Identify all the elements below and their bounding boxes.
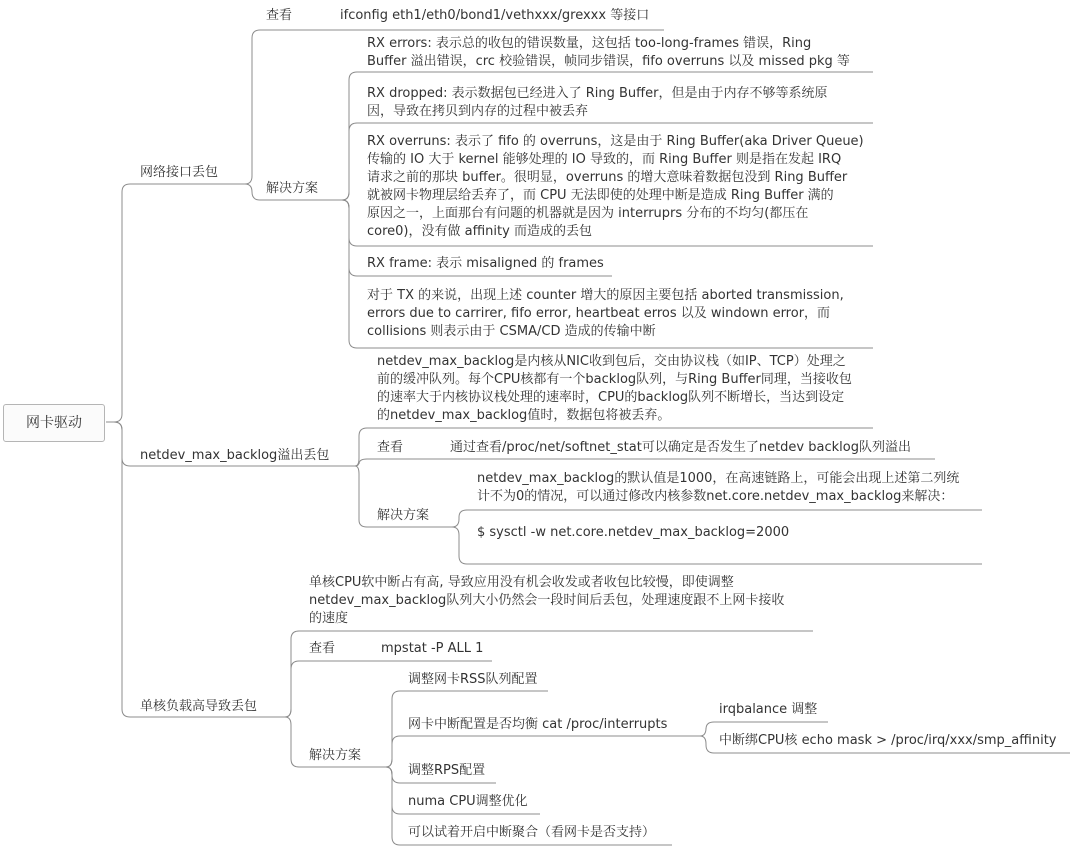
b3-interrupt-coalescing[interactable]: 可以试着开启中断聚合（看网卡是否支持） bbox=[408, 825, 656, 840]
b1-rx-errors[interactable]: RX errors: 表示总的收包的错误数量，这包括 too-long-frames 错误，Ring Buffer 溢出错误，crc 校验错误，帧同步错误，fifo overruns 以及 missed pkg 等 bbox=[367, 36, 850, 69]
branch-backlog-overflow[interactable]: netdev_max_backlog溢出丢包 bbox=[140, 448, 330, 463]
link-b2-check bbox=[355, 459, 935, 466]
b1-check-label[interactable]: 查看 bbox=[266, 8, 293, 23]
link-root-branch1 bbox=[106, 184, 245, 422]
b3-irq-balance-check[interactable]: 网卡中断配置是否均衡 cat /proc/interrupts bbox=[408, 717, 668, 732]
branch-network-interface-loss[interactable]: 网络接口丢包 bbox=[140, 165, 219, 180]
b3-rps-config[interactable]: 调整RPS配置 bbox=[408, 763, 486, 778]
b1-solution-label[interactable]: 解决方案 bbox=[266, 181, 319, 196]
b3-irqbalance[interactable]: irqbalance 调整 bbox=[719, 702, 818, 717]
b1-check-content[interactable]: ifconfig eth1/eth0/bond1/vethxxx/grexxx 等接口 bbox=[340, 8, 650, 23]
b3-note[interactable]: 单核CPU软中断占有高, 导致应用没有机会收发或者收包比较慢，即使调整 netdev_max_backlog队列大小仍然会一段时间后丢包，处理速度跟不上网卡接收 的速度 bbox=[309, 575, 785, 626]
b2-solution-label[interactable]: 解决方案 bbox=[377, 508, 430, 523]
b3-numa-tuning[interactable]: numa CPU调整优化 bbox=[408, 794, 528, 809]
b1-rx-overruns[interactable]: RX overruns: 表示了 fifo 的 overruns，这是由于 Ring Buffer(aka Driver Queue) 传输的 IO 大于 kernel 能够处理的 IO 导致的，而 Ring Buffer 则是指在发起 IRQ 请求之前的那块 buffer。很明显，overruns 的增大意味着数据包没到 Ring Buffer 就被网卡物理层给丢弃了，而 CPU 无法即使的处理中断是造成 Ring Buffer 满的 原因之一，上面那台有问题的机器就是因为 interruprs 分布的不均匀(都压在 core0)，没有做 affinity 而造成的丢包 bbox=[367, 134, 864, 239]
b3-smp-affinity[interactable]: 中断绑CPU核 echo mask > /proc/irq/xxx/smp_affinity bbox=[719, 733, 1057, 748]
b2-note[interactable]: netdev_max_backlog是内核从NIC收到包后，交由协议栈（如IP、TCP）处理之 前的缓冲队列。每个CPU核都有一个backlog队列，与Ring Buffer同理，当接收包 的速率大于内核协议栈处理的速率时，CPU的backlog队列不断增长，当达到设定 的netdev_max_backlog值时，数据包将被丢弃。 bbox=[377, 354, 852, 423]
b3-check-content[interactable]: mpstat -P ALL 1 bbox=[381, 641, 484, 656]
b2-solution-text[interactable]: netdev_max_backlog的默认值是1000，在高速链路上，可能会出现上述第二列统 计不为0的情况，可以通过修改内核参数net.core.netdev_max_backlog来解决： bbox=[477, 471, 960, 504]
b3-check-label[interactable]: 查看 bbox=[309, 641, 336, 656]
b2-sysctl-command[interactable]: $ sysctl -w net.core.netdev_max_backlog=2000 bbox=[477, 525, 790, 540]
b1-rx-dropped[interactable]: RX dropped: 表示数据包已经进入了 Ring Buffer，但是由于内存不够等系统原 因，导致在拷贝到内存的过程中被丢弃 bbox=[367, 86, 828, 119]
b3-solution-label[interactable]: 解决方案 bbox=[309, 748, 362, 763]
b1-tx-note[interactable]: 对于 TX 的来说，出现上述 counter 增大的原因主要包括 aborted transmission, errors due to carrirer, fifo error, heartbeat erros 以及 windown error，而 collisions 则表示由于 CSMA/CD 造成的传输中断 bbox=[367, 288, 844, 339]
root-topic[interactable]: 网卡驱动 bbox=[3, 404, 105, 442]
b1-rx-frame[interactable]: RX frame: 表示 misaligned 的 frames bbox=[367, 256, 604, 271]
b3-rss-queue[interactable]: 调整网卡RSS队列配置 bbox=[408, 672, 538, 687]
b2-check-content[interactable]: 通过查看/proc/net/softnet_stat可以确定是否发生了netdev backlog队列溢出 bbox=[450, 440, 911, 455]
b2-check-label[interactable]: 查看 bbox=[377, 440, 404, 455]
branch-single-core-load[interactable]: 单核负载高导致丢包 bbox=[140, 699, 258, 714]
